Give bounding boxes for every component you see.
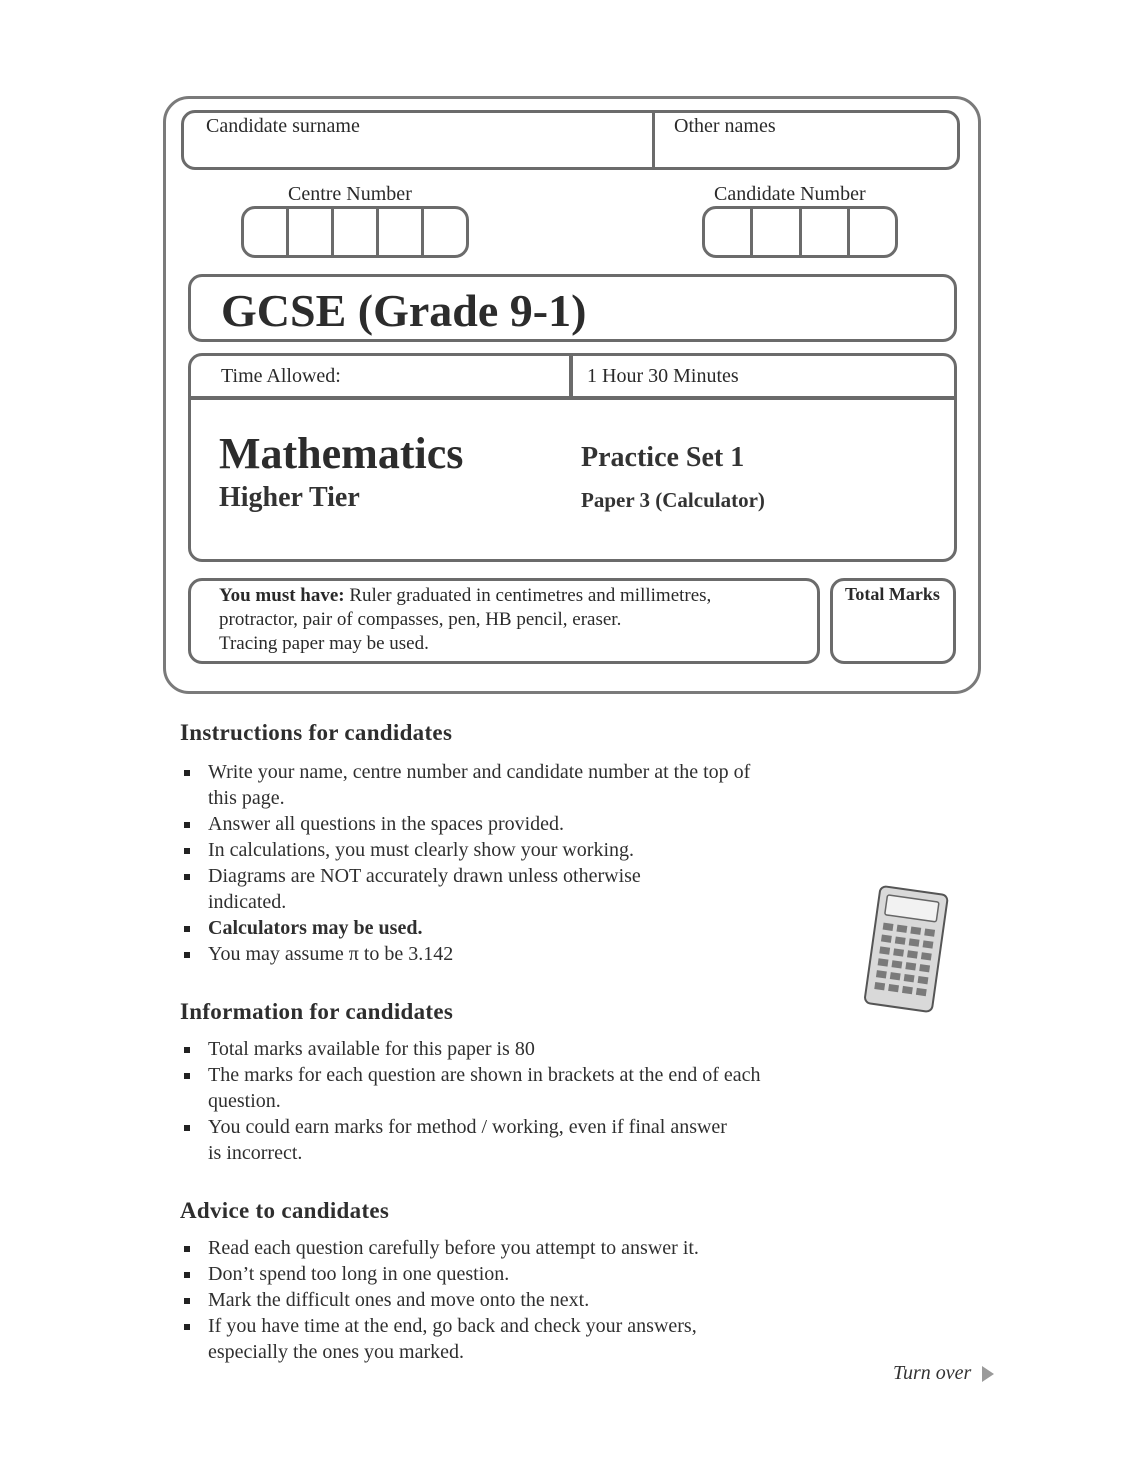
advice-list — [180, 1235, 780, 1365]
turn-over-text: Turn over — [893, 1362, 972, 1384]
requirements-line-1 — [219, 584, 711, 608]
name-box — [181, 110, 960, 170]
calculator-icon — [858, 884, 954, 1016]
instructions-heading: Instructions for candidates — [180, 720, 453, 745]
advice-heading: Advice to candidates — [180, 1198, 390, 1223]
must-have-line-2: protractor, pair of compasses, pen, HB pencil, eraser. — [219, 609, 622, 630]
surname-field[interactable]: Candidate surname — [206, 115, 360, 137]
list-item: Read each question carefully before you attempt to answer it. — [180, 1235, 780, 1261]
play-arrow-icon — [982, 1366, 994, 1382]
centre-number-boxes[interactable] — [241, 206, 469, 258]
centre-number-label: Centre Number — [288, 183, 412, 205]
must-have-label: You must have: — [219, 585, 345, 606]
list-item: Total marks available for this paper is 80 — [180, 1036, 780, 1062]
requirements-box — [188, 578, 820, 664]
requirements-text — [219, 584, 711, 656]
must-have-line-3: Tracing paper may be used. — [219, 633, 429, 654]
list-item: You could earn marks for method / working, even if final answer is incorrect. — [180, 1114, 780, 1166]
practice-set-label: Practice Set 1 — [581, 442, 745, 473]
other-names-field[interactable]: Other names — [674, 115, 776, 137]
information-list — [180, 1036, 780, 1166]
list-item: Answer all questions in the spaces provided. — [180, 811, 780, 837]
total-marks-box[interactable] — [830, 578, 956, 664]
name-divider — [652, 110, 655, 170]
centre-number-cells — [244, 209, 466, 255]
candidate-number-boxes[interactable] — [702, 206, 898, 258]
must-have-line-1: Ruler graduated in centimetres and millimetres, — [349, 585, 712, 606]
list-item: You may assume π to be 3.142 — [180, 941, 780, 967]
list-item: Mark the difficult ones and move onto the next. — [180, 1287, 780, 1313]
turn-over — [893, 1362, 994, 1385]
qualification-title: GCSE (Grade 9-1) — [221, 285, 587, 336]
list-item: Don’t spend too long in one question. — [180, 1261, 780, 1287]
list-item: Calculators may be used. — [180, 915, 780, 941]
list-item: The marks for each question are shown in brackets at the end of each question. — [180, 1062, 780, 1114]
candidate-number-cells — [705, 209, 895, 255]
list-item: Diagrams are NOT accurately drawn unless otherwise indicated. — [180, 863, 780, 915]
time-allowed-label: Time Allowed: — [221, 365, 341, 387]
qualification-box — [188, 274, 957, 342]
information-heading: Information for candidates — [180, 999, 454, 1024]
list-item: If you have time at the end, go back and check your answers, especially the ones you marked. — [180, 1313, 780, 1365]
candidate-number-label: Candidate Number — [714, 183, 866, 205]
total-marks-label: Total Marks — [845, 584, 940, 604]
paper-label: Paper 3 (Calculator) — [581, 488, 765, 512]
tier-label: Higher Tier — [219, 482, 360, 513]
subject-box — [188, 353, 957, 562]
list-item: Write your name, centre number and candidate number at the top of this page. — [180, 759, 780, 811]
time-allowed-value: 1 Hour 30 Minutes — [587, 365, 739, 387]
subject-title: Mathematics — [219, 429, 464, 478]
instructions-list — [180, 759, 780, 967]
time-col-divider — [569, 356, 573, 398]
list-item: In calculations, you must clearly show your working. — [180, 837, 780, 863]
